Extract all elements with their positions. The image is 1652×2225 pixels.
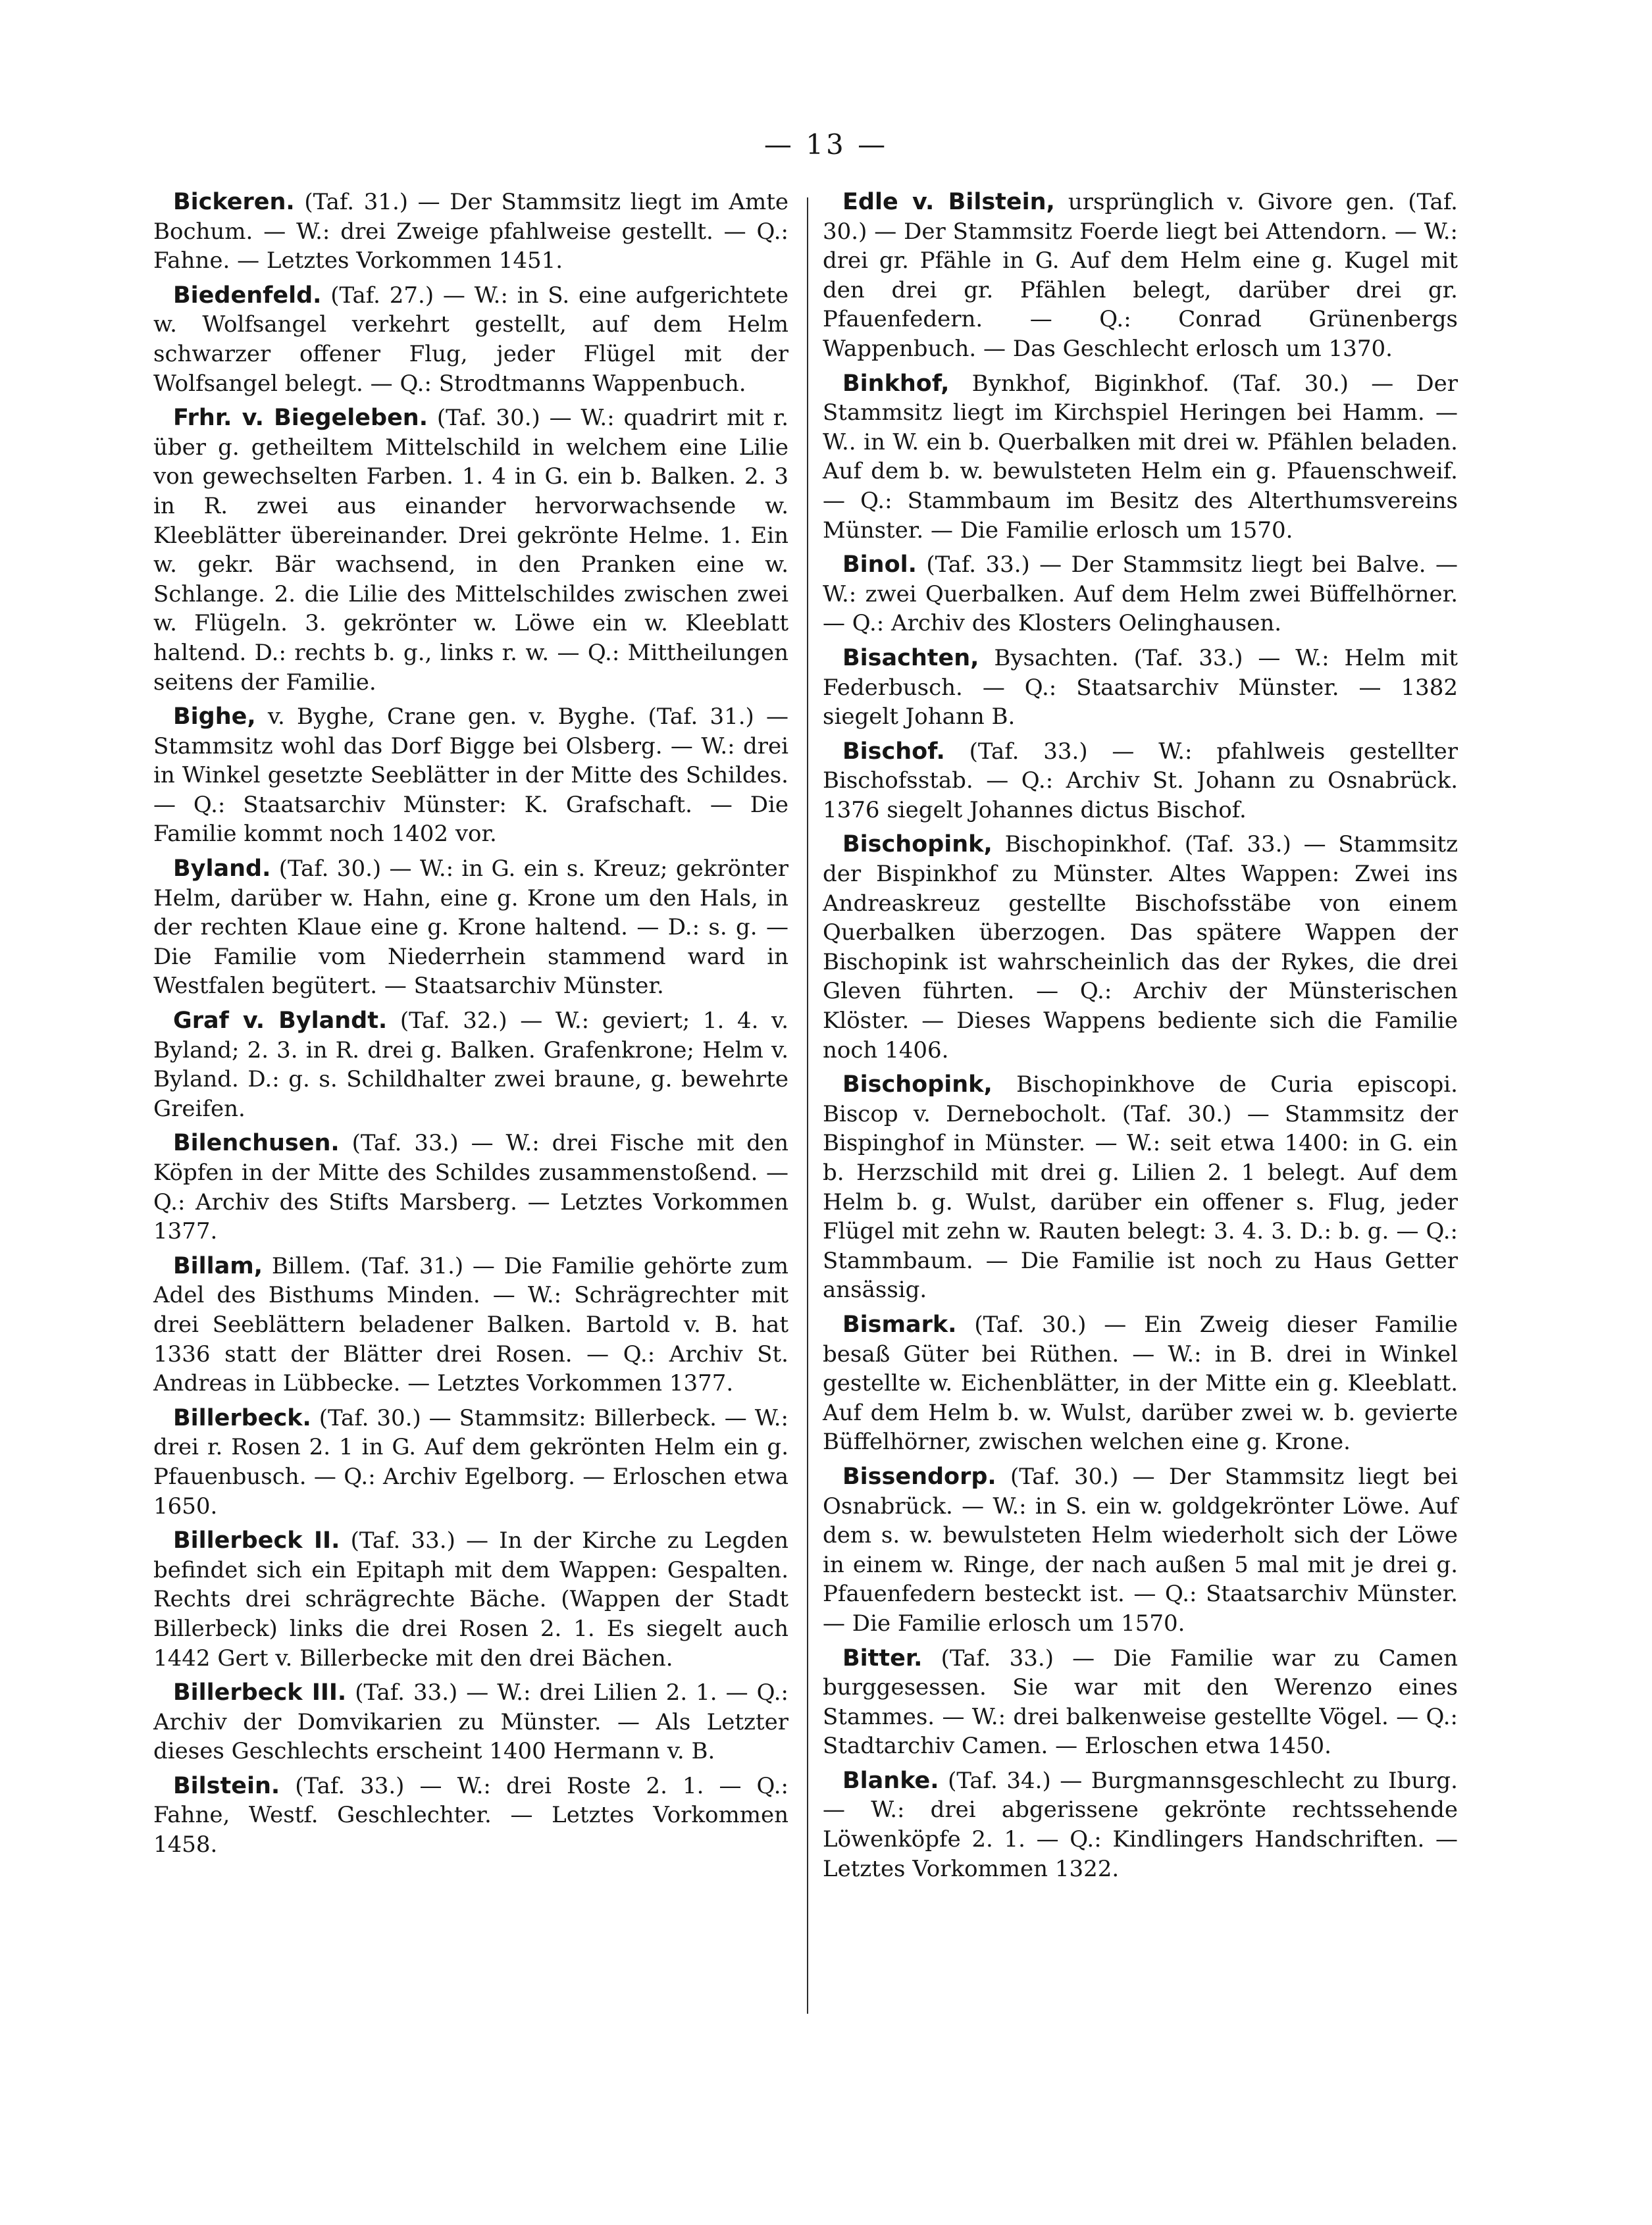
- entry-head: Billerbeck.: [173, 1404, 311, 1431]
- entry: [823, 369, 1458, 546]
- entry-head: Graf v. Bylandt.: [173, 1008, 388, 1035]
- entry-head: Bisachten,: [842, 644, 979, 671]
- entry-text: (Taf. 30.) — Der Stammsitz liegt bei Osnabrück. — W.: in S. ein w. goldgekrönter Löwe. Auf dem s. w. bewulsteten Helm wiederholt sich der Löwe in einem w. Ringe, der nach außen 5 mal mit je drei g. Pfauenfedern besteckt ist. — Q.: Staatsarchiv Münster. — Die Familie erlosch um 1570.: [823, 1463, 1458, 1637]
- left-column: [153, 188, 788, 1865]
- entry: [823, 737, 1458, 825]
- entry-text: (Taf. 27.) — W.: in S. eine aufgerichtete w. Wolfsangel verkehrt gestellt, auf dem Helm schwarzer offener Flug, jeder Flügel mit der Wolfsangel belegt. — Q.: Strodtmanns Wappenbuch.: [153, 282, 789, 397]
- entry: [153, 1129, 788, 1246]
- entry-head: Frhr. v. Biegeleben.: [173, 405, 428, 432]
- entry-text: Bysachten. (Taf. 33.) — W.: Helm mit Federbusch. — Q.: Staatsarchiv Münster. — 1382 siegelt Johann B.: [823, 644, 1458, 730]
- entry: [153, 403, 788, 697]
- entry-head: Bickeren.: [173, 189, 295, 215]
- entry-head: Bilenchusen.: [173, 1130, 340, 1157]
- entry: [823, 1766, 1458, 1883]
- entry-head: Bilstein.: [173, 1772, 280, 1799]
- entry-text: (Taf. 31.) — Der Stammsitz liegt im Amte Bochum. — W.: drei Zweige pfahlweise gestellt. — Q.: Fahne. — Letztes Vorkommen 1451.: [153, 189, 788, 274]
- entry-text: ursprünglich v. Givore gen. (Taf. 30.) — Der Stammsitz Foerde liegt bei Attendorn. — W.: drei gr. Pfähle in G. Auf dem Helm eine g. Kugel mit den drei gr. Pfählen belegt, darüber drei gr. Pfauenfedern. — Q.: Conrad Grünenbergs Wappenbuch. — Das Geschlecht erlosch um 1370.: [823, 189, 1458, 362]
- entry: [823, 188, 1458, 364]
- entry: [153, 1404, 788, 1521]
- entry: [823, 1644, 1458, 1761]
- entry-text: (Taf. 34.) — Burgmannsgeschlecht zu Iburg. — W.: drei abgerissene gekrönte rechtssehende Löwenköpfe 2. 1. — Q.: Kindlingers Handschriften. — Letztes Vorkommen 1322.: [823, 1767, 1458, 1882]
- entry-head: Billerbeck II.: [173, 1527, 340, 1554]
- entry: [823, 550, 1458, 638]
- entry: [153, 1252, 788, 1398]
- entry-head: Binkhof,: [842, 370, 950, 397]
- entry-head: Bischof.: [842, 738, 945, 765]
- entry-head: Bismark.: [842, 1311, 957, 1338]
- entry-text: (Taf. 30.) — Stammsitz: Billerbeck. — W.: drei r. Rosen 2. 1 in G. Auf dem gekrönten Helm ein g. Pfauenbusch. — Q.: Archiv Egelborg. — Erloschen etwa 1650.: [153, 1404, 788, 1520]
- entry-head: Bissendorp.: [842, 1463, 996, 1490]
- entry-text: (Taf. 30.) — Ein Zweig dieser Familie besaß Güter bei Rüthen. — W.: in B. drei in Winkel gestellte w. Eichenblätter, in der Mitte ein g. Kleeblatt. Auf dem Helm b. w. Wulst, darüber zwei w. b. gevierte Büffelhörner, zwischen welchen eine g. Krone.: [823, 1311, 1458, 1456]
- entry-text: v. Byghe, Crane gen. v. Byghe. (Taf. 31.) — Stammsitz wohl das Dorf Bigge bei Olsberg. — W.: drei in Winkel gesetzte Seeblätter in der Mitte des Schildes. — Q.: Staatsarchiv Münster: K. Grafschaft. — Die Familie kommt noch 1402 vor.: [153, 703, 788, 848]
- entry-text: (Taf. 33.) — W.: drei Fische mit den Köpfen in der Mitte des Schildes zusammenstoßend. — Q.: Archiv des Stifts Marsberg. — Letztes Vorkommen 1377.: [153, 1130, 789, 1245]
- entry-text: (Taf. 33.) — Der Stammsitz liegt bei Balve. — W.: zwei Querbalken. Auf dem Helm zwei Büffelhörner. — Q.: Archiv des Klosters Oelinghausen.: [823, 551, 1458, 637]
- entry: [153, 702, 788, 849]
- entry: [153, 1772, 788, 1860]
- entry-text: (Taf. 33.) — W.: drei Roste 2. 1. — Q.: Fahne, Westf. Geschlechter. — Letztes Vorkommen 1458.: [153, 1772, 789, 1858]
- page-number: — 13 —: [763, 128, 889, 161]
- entry-text: Bischopinkhof. (Taf. 33.) — Stammsitz der Bispinkhof zu Münster. Altes Wappen: Zwei ins Andreaskreuz gestellte Bischofsstäbe von einem Querbalken überzogen. Das spätere Wappen der Bischopink ist wahrscheinlich das der Rykes, die drei Gleven führten. — Q.: Archiv der Münsterischen Klöster. — Dieses Wappens bediente sich die Familie noch 1406.: [823, 831, 1458, 1063]
- entry-head: Bischopink,: [842, 831, 993, 858]
- entry-text: (Taf. 33.) — Die Familie war zu Camen burggesessen. Sie war mit den Werenzo eines Stammes. — W.: drei balkenweise gestellte Vögel. — Q.: Stadtarchiv Camen. — Erloschen etwa 1450.: [823, 1645, 1458, 1760]
- entry: [823, 1070, 1458, 1305]
- entry: [153, 1526, 788, 1673]
- column-divider: [807, 197, 808, 2014]
- entry-head: Billerbeck III.: [173, 1679, 347, 1706]
- entry-text: Bischopinkhove de Curia episcopi. Biscop v. Dernebocholt. (Taf. 30.) — Stammsitz der Bispinghof in Münster. — W.: seit etwa 1400: in G. ein b. Herzschild mit drei g. Lilien 2. 1 belegt. Auf dem Helm b. g. Wulst, darüber ein offener s. Flug, jeder Flügel mit zehn w. Rauten belegt: 3. 4. 3. D.: b. g. — Q.: Stammbaum. — Die Familie ist noch zu Haus Getter ansässig.: [823, 1071, 1458, 1304]
- entry-text: (Taf. 33.) — In der Kirche zu Legden befindet sich ein Epitaph mit dem Wappen: Gespalten. Rechts drei schrägrechte Bäche. (Wappen der Stadt Billerbeck) links die drei Rosen 2. 1. Es siegelt auch 1442 Gert v. Billerbecke mit den drei Bächen.: [153, 1527, 789, 1672]
- entry-head: Bischopink,: [842, 1071, 993, 1098]
- entry-head: Edle v. Bilstein,: [842, 189, 1055, 215]
- entry-head: Blanke.: [842, 1767, 939, 1794]
- entry-head: Bighe,: [173, 703, 256, 730]
- entry-head: Binol.: [842, 551, 917, 578]
- entry-head: Bitter.: [842, 1645, 923, 1672]
- entry-head: Biedenfeld.: [173, 282, 322, 309]
- entry-head: Byland.: [173, 856, 271, 882]
- entry: [153, 854, 788, 1001]
- entry: [153, 1006, 788, 1123]
- entry: [823, 830, 1458, 1065]
- entry-head: Billam,: [173, 1252, 263, 1279]
- entry: [823, 1462, 1458, 1639]
- entry-text: (Taf. 33.) — W.: pfahlweis gestellter Bischofsstab. — Q.: Archiv St. Johann zu Osnabrück. 1376 siegelt Johannes dictus Bischof.: [823, 738, 1458, 823]
- entry-text: (Taf. 32.) — W.: geviert; 1. 4. v. Byland; 2. 3. in R. drei g. Balken. Grafenkrone; Helm v. Byland. D.: g. s. Schildhalter zwei braune, g. bewehrte Greifen.: [153, 1008, 788, 1122]
- entry: [153, 1678, 788, 1766]
- entry: [153, 281, 788, 398]
- right-column: [823, 188, 1458, 1889]
- entry: [823, 644, 1458, 732]
- entry-text: (Taf. 30.) — W.: quadrirt mit r. über g. getheiltem Mittelschild in welchem eine Lilie von gewechselten Farben. 1. 4 in G. ein b. Balken. 2. 3 in R. zwei aus einander hervorwachsende w. Kleeblätter übereinander. Drei gekrönte Helme. 1. Ein w. gekr. Bär wachsend, in den Pranken eine w. Schlange. 2. die Lilie des Mittelschildes zwischen zwei w. Flügeln. 3. gekrönter w. Löwe ein w. Kleeblatt haltend. D.: rechts b. g., links r. w. — Q.: Mittheilungen seitens der Familie.: [153, 405, 789, 696]
- entry-text: Bynkhof, Biginkhof. (Taf. 30.) — Der Stammsitz liegt im Kirchspiel Heringen bei Hamm. — W.. in W. ein b. Querbalken mit drei w. Pfählen beladen. Auf dem b. w. bewulsteten Helm ein g. Pfauenschweif. — Q.: Stammbaum im Besitz des Alterthumsvereins Münster. — Die Familie erlosch um 1570.: [823, 370, 1458, 544]
- entry-text: (Taf. 30.) — W.: in G. ein s. Kreuz; gekrönter Helm, darüber w. Hahn, eine g. Krone um den Hals, in der rechten Klaue eine g. Krone haltend. — D.: s. g. — Die Familie vom Niederrhein stammend ward in Westfalen begütert. — Staatsarchiv Münster.: [153, 856, 788, 1000]
- entry-text: (Taf. 33.) — W.: drei Lilien 2. 1. — Q.: Archiv der Domvikarien zu Münster. — Als Letzter dieses Geschlechts erscheint 1400 Hermann v. B.: [153, 1679, 789, 1765]
- entry: [153, 188, 788, 276]
- entry: [823, 1310, 1458, 1457]
- entry-text: Billem. (Taf. 31.) — Die Familie gehörte zum Adel des Bisthums Minden. — W.: Schrägrechter mit drei Seeblättern beladener Balken. Bartold v. B. hat 1336 statt der Blätter drei Rosen. — Q.: Archiv St. Andreas in Lübbecke. — Letztes Vorkommen 1377.: [153, 1252, 788, 1397]
